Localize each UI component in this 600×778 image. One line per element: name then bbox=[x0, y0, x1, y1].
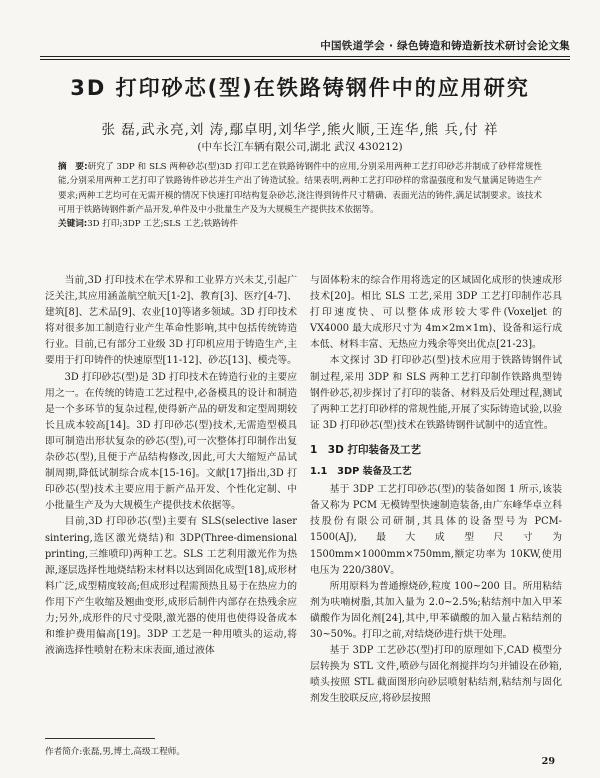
abstract bbox=[58, 160, 542, 217]
paper-title: 3D 打印砂芯(型)在铁路铸钢件中的应用研究 bbox=[70, 76, 530, 100]
body-paragraph: 与固体粉末的综合作用将选定的区域固化成形的快速成形技术[20]。相比 SLS 工艺,采用 3DP 工艺打印制作芯具打印速度快、可以整体成形较大零件(Voxeljet 的 VX4000 最大成形尺寸为 4m×2m×1m)、设备和运行成本低、材料丰富、无热应力残余等突出优点[21-23]。 bbox=[310, 275, 562, 351]
body-paragraph: 所用原料为普通擦烧砂,粒度 100~200 目。所用粘结剂为呋喃树脂,其加入量为 2.0~2.5%;粘结剂中加入甲苯磺酸作为固化剂[24],其中,甲苯磺酸的加入量占粘结剂的 30~50%。打印之前,对结烧砂进行烘干处理。 bbox=[310, 580, 562, 640]
left-column bbox=[45, 273, 297, 659]
body-paragraph: 目前,3D 打印砂芯(型)主要有 SLS(selective laser sintering,选区激光烧结)和 3DP(Three-dimensional printing,三维喷印)两种工艺。SLS 工艺利用激光作为热源,逐层选择性地烧结粉末材料以达到固化成型[18],成形材料广泛,成型精度较高;但成形过程需预热且易于在热应力的作用下产生收缩及翘曲变形,成形后制件内部存在热残余应力;另外,成形件的尺寸受限,激光器的使用也使得设备成本和维护费用偏高[19]。3DP 工艺是一种用喷头的运动,将液滴选择性喷射在粉末床表面,通过液体 bbox=[45, 516, 297, 657]
body-paragraph: 基于 3DP 工艺砂芯(型)打印的原理如下,CAD 模型分层转换为 STL 文件,喷砂与固化剂搅拌均匀并铺设在砂箱,喷头按照 STL 截面图形向砂层喷射粘结剂,粘结剂与固化剂发生胶联反应,将砂层按照 bbox=[310, 645, 562, 705]
keywords bbox=[58, 217, 542, 231]
right-column bbox=[310, 273, 562, 707]
keywords-text: 3D 打印;3DP 工艺;SLS 工艺;铁路铸件 bbox=[87, 219, 239, 230]
abstract-label: 摘 要: bbox=[58, 162, 88, 172]
author-list: 张 磊,武永亮,刘 涛,鄢卓明,刘华学,熊火顺,王连华,熊 兵,付 祥 bbox=[101, 122, 499, 138]
body-paragraph: 基于 3DP 工艺打印砂芯(型)的装备如图 1 所示,该装备又称为 PCM 无模铸型快速制造装备,由广东峰华卓立科技股份有限公司研制,其具体的设备型号为 PCM-1500(AJ),最大成型尺寸为 1500mm×1000mm×750mm,额定功率为 10KW,使用电压为 220/380V。 bbox=[310, 484, 562, 576]
body-paragraph: 3D 打印砂芯(型)是 3D 打印技术在铸造行业的主要应用之一。在传统的铸造工艺过程中,必备模具的设计和制造是一个多环节的复杂过程,使得新产品的研发和定型周期较长且成本较高[14]。3D 打印砂芯(型)技术,无需造型模具即可制造出形状复杂的砂芯(型),可一次整体打印制作出复杂砂芯(型),且便于产品结构修改,因此,可大大缩短产品试制周期,降低试制综合成本[15-16]。文献[17]指出,3D 打印砂芯(型)技术主要应用于新产品开发、个性化定制、中小批量生产及为大规模生产提供技术依据等。 bbox=[45, 371, 297, 512]
footnote-rule bbox=[45, 738, 155, 739]
affiliation: (中车长江车辆有限公司,湖北 武汉 430212) bbox=[197, 141, 403, 153]
body-paragraph: 当前,3D 打印技术在学术界和工业界方兴未艾,引起广泛关注,其应用涵盖航空航天[1-2]、教育[3]、医疗[4-7]、建筑[8]、艺术品[9]、农业[10]等诸多领域。3D 打印技术将对很多加工制造行业产生革命性影响,其中包括传统铸造行业。目前,已有部分工业级 3D 打印机应用于铸造生产,主要用于打印铸件的快速原型[11-12]、砂芯[13]、模壳等。 bbox=[45, 275, 297, 367]
subsection-heading: 1.1 3DP 装备及工艺 bbox=[310, 466, 412, 478]
page-number: 29 bbox=[541, 756, 555, 767]
header-rule bbox=[40, 56, 570, 57]
section-heading: 1 3D 打印装备及工艺 bbox=[310, 443, 421, 456]
abstract-text: 研究了 3DP 和 SLS 两种砂芯(型)3D 打印工艺在铁路铸钢件中的应用,分别采用两种工艺打印砂芯并制成了砂样常规性能,分别采用两种工艺打印了铁路铸件砂芯并生产出了铸造试验。结果表明,两种工艺打印砂样的常温强度和发气量满足铸造生产要求;两种工艺均可在无需开模的情况下快速打印结构复杂砂芯,浇注得到铸件尺寸精确、表面光洁的铸件,满足试制要求。该技术可用于铁路铸钢件新产品开发,单件及中小批量生产及为大规模生产提供技术依据等。 bbox=[58, 162, 543, 215]
header-rule-thin bbox=[40, 59, 570, 60]
keywords-label: 关键词: bbox=[58, 219, 88, 230]
body-paragraph: 本文探讨 3D 打印砂芯(型)技术应用于铁路铸钢件试制过程,采用 3DP 和 SLS 两种工艺打印制作铁路典型铸钢件砂芯,初步探讨了打印的装备、材料及后处理过程,测试了两种工艺打印砂样的常规性能,开展了实际铸造试验,以验证 3D 打印砂芯(型)技术在铁路铸钢件试制中的适宜性。 bbox=[310, 355, 562, 431]
abstract-block bbox=[58, 160, 542, 231]
footnote: 作者简介:张磊,男,博士,高级工程师。 bbox=[45, 747, 185, 757]
running-header: 中国铁道学会 · 绿色铸造和铸造新技术研讨会论文集 bbox=[320, 40, 570, 52]
